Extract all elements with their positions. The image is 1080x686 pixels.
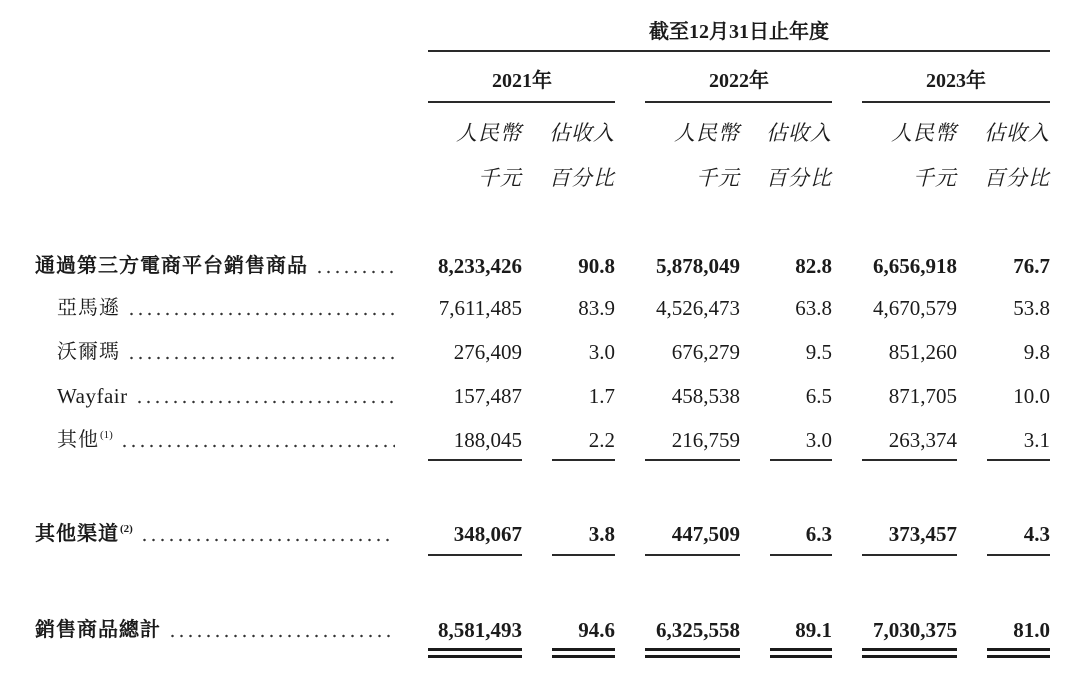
footnote-mark: (1) <box>100 429 113 441</box>
amount-2022: 447,509 <box>671 522 740 546</box>
table-row-walmart <box>0 337 1080 367</box>
row-label-text: 其他 <box>57 429 99 451</box>
pct-2022: 63.8 <box>795 296 832 320</box>
pct-2023: 10.0 <box>1013 384 1050 408</box>
leader-dots <box>166 615 395 645</box>
amount-2021: 7,611,485 <box>438 296 522 320</box>
total-double-rule <box>862 655 957 658</box>
pct-2023: 4.3 <box>1023 522 1050 546</box>
pct-2023: 9.8 <box>1023 340 1050 364</box>
amount-2022: 676,279 <box>671 340 740 364</box>
year-header-2022: 2022年 <box>709 70 769 92</box>
subtotal-rule <box>862 554 957 556</box>
amount-2022: 458,538 <box>671 384 740 408</box>
pct-2023: 53.8 <box>1013 296 1050 320</box>
row-label-text: 通過第三方電商平台銷售商品 <box>35 255 308 277</box>
pct-2023: 76.7 <box>1013 254 1050 278</box>
total-double-rule <box>770 655 832 658</box>
amount-2023: 7,030,375 <box>873 618 957 642</box>
pct-2022: 3.0 <box>805 428 832 452</box>
year-header-2023: 2023年 <box>926 70 986 92</box>
pct-2023: 81.0 <box>1013 618 1050 642</box>
pct-2021: 90.8 <box>578 254 615 278</box>
pct-unit-2023: 百分比 <box>984 166 1050 190</box>
row-label <box>57 293 395 323</box>
subtotal-rule <box>645 459 740 461</box>
period-header: 截至12月31日止年度 <box>649 21 829 43</box>
subtotal-rule <box>645 554 740 556</box>
amount-unit-2022: 千元 <box>696 166 740 190</box>
pct-2021: 1.7 <box>588 384 615 408</box>
subtotal-rule <box>987 459 1050 461</box>
total-double-rule <box>428 648 522 651</box>
subtotal-rule <box>770 554 832 556</box>
amount-unit-2023: 千元 <box>913 166 957 190</box>
leader-dots <box>133 381 395 411</box>
table-row-other-channels <box>0 519 1080 549</box>
row-label-text: 亞馬遜 <box>57 297 120 319</box>
pct-2022: 9.5 <box>805 340 832 364</box>
amount-2023: 4,670,579 <box>873 296 957 320</box>
table-row-wayfair <box>0 381 1080 411</box>
leader-dots <box>125 293 395 323</box>
pct-2023: 3.1 <box>1023 428 1050 452</box>
pct-2021: 2.2 <box>588 428 615 452</box>
total-double-rule <box>552 648 615 651</box>
amount-2021: 157,487 <box>453 384 522 408</box>
subtotal-rule <box>770 459 832 461</box>
amount-2021: 276,409 <box>453 340 522 364</box>
subtotal-rule <box>552 459 615 461</box>
amount-head-2021: 人民幣 <box>456 121 522 145</box>
amount-2023: 6,656,918 <box>873 254 957 278</box>
year-rule-2021 <box>428 101 615 103</box>
row-label-text: 銷售商品總計 <box>35 619 161 641</box>
table-row-ecommerce-total <box>0 251 1080 281</box>
leader-dots <box>118 425 395 455</box>
period-header-rule <box>428 50 1050 52</box>
total-double-rule <box>645 655 740 658</box>
pct-2021: 83.9 <box>578 296 615 320</box>
footnote-mark: (2) <box>120 523 133 535</box>
pct-head-2023: 佔收入 <box>984 121 1050 145</box>
amount-2023: 263,374 <box>888 428 957 452</box>
total-double-rule <box>987 655 1050 658</box>
amount-head-2023: 人民幣 <box>891 121 957 145</box>
pct-2022: 6.5 <box>805 384 832 408</box>
pct-unit-2022: 百分比 <box>766 166 832 190</box>
subtotal-rule <box>552 554 615 556</box>
total-double-rule <box>987 648 1050 651</box>
amount-2022: 4,526,473 <box>656 296 740 320</box>
leader-dots <box>125 337 395 367</box>
total-double-rule <box>770 648 832 651</box>
amount-2022: 5,878,049 <box>656 254 740 278</box>
amount-2023: 373,457 <box>888 522 957 546</box>
row-label <box>57 337 395 367</box>
pct-2022: 82.8 <box>795 254 832 278</box>
pct-2021: 3.8 <box>588 522 615 546</box>
row-label <box>57 425 395 455</box>
row-label-text: Wayfair <box>57 384 128 408</box>
row-label <box>35 519 395 549</box>
year-rule-2023 <box>862 101 1050 103</box>
amount-2021: 8,581,493 <box>438 618 522 642</box>
year-rule-2022 <box>645 101 832 103</box>
total-double-rule <box>645 648 740 651</box>
table-row-other-platforms <box>0 425 1080 455</box>
amount-2021: 8,233,426 <box>438 254 522 278</box>
year-header-2021: 2021年 <box>492 70 552 92</box>
table-row-grand-total <box>0 615 1080 645</box>
amount-unit-2021: 千元 <box>478 166 522 190</box>
pct-head-2021: 佔收入 <box>549 121 615 145</box>
amount-2022: 216,759 <box>671 428 740 452</box>
pct-head-2022: 佔收入 <box>766 121 832 145</box>
row-label <box>35 251 395 281</box>
total-double-rule <box>552 655 615 658</box>
row-label-text: 其他渠道 <box>35 523 119 545</box>
row-label-text: 沃爾瑪 <box>57 341 120 363</box>
amount-2023: 851,260 <box>888 340 957 364</box>
row-label <box>35 615 395 645</box>
total-double-rule <box>428 655 522 658</box>
pct-2022: 6.3 <box>805 522 832 546</box>
table-row-amazon <box>0 293 1080 323</box>
row-label <box>57 381 395 411</box>
pct-2021: 94.6 <box>578 618 615 642</box>
subtotal-rule <box>428 554 522 556</box>
total-double-rule <box>862 648 957 651</box>
amount-head-2022: 人民幣 <box>674 121 740 145</box>
pct-unit-2021: 百分比 <box>549 166 615 190</box>
subtotal-rule <box>862 459 957 461</box>
amount-2023: 871,705 <box>888 384 957 408</box>
subtotal-rule <box>428 459 522 461</box>
leader-dots <box>313 251 395 281</box>
pct-2022: 89.1 <box>795 618 832 642</box>
leader-dots <box>138 519 395 549</box>
pct-2021: 3.0 <box>588 340 615 364</box>
amount-2022: 6,325,558 <box>656 618 740 642</box>
subtotal-rule <box>987 554 1050 556</box>
amount-2021: 348,067 <box>453 522 522 546</box>
amount-2021: 188,045 <box>453 428 522 452</box>
